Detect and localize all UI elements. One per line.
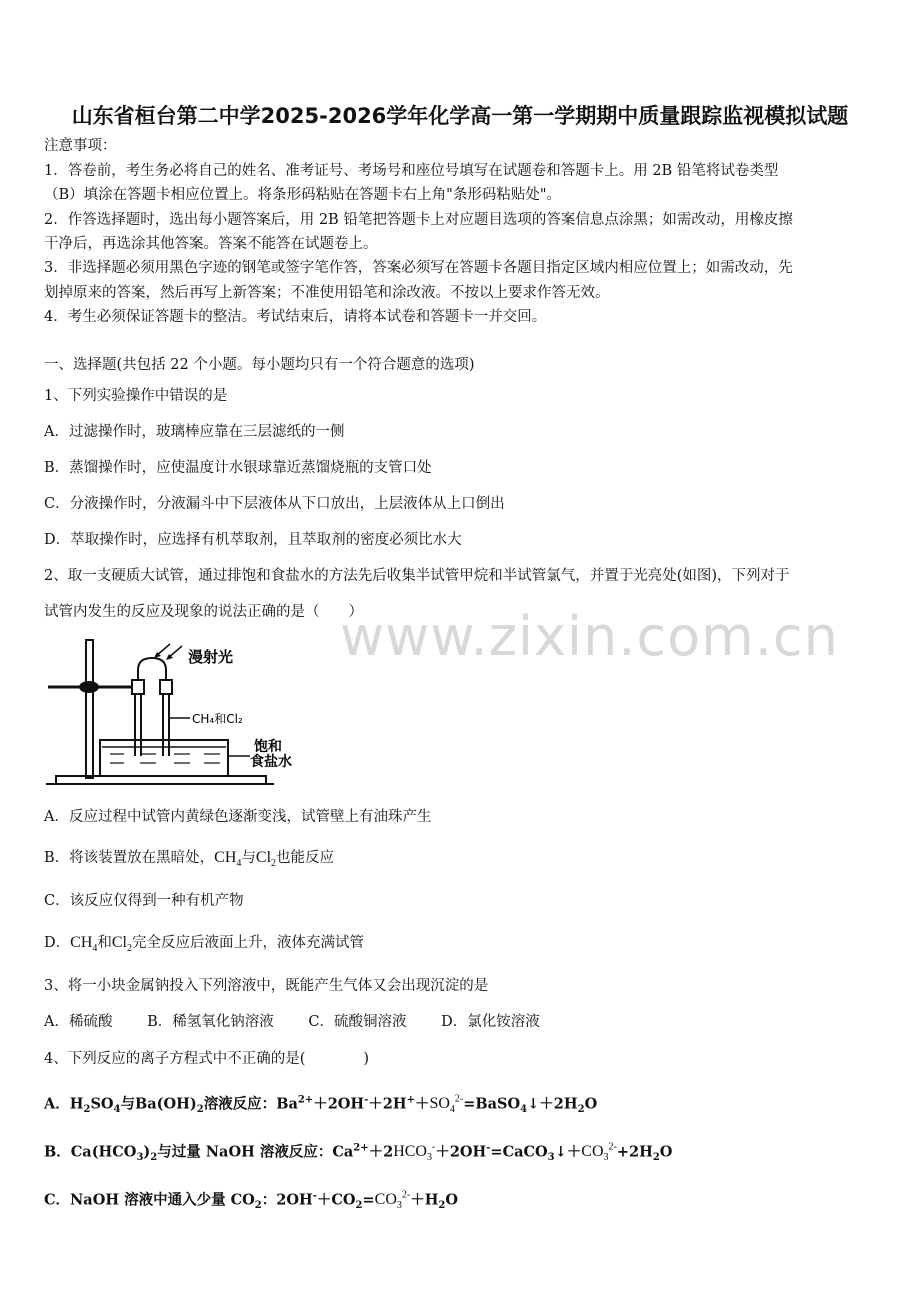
apparatus-diagram [44, 636, 344, 788]
label-saturated: 饱和 [254, 739, 282, 755]
q2-option-c: C．该反应仅得到一种有机产物 [44, 893, 244, 909]
q1-option-a: A．过滤操作时，玻璃棒应靠在三层滤纸的一侧 [44, 424, 345, 440]
section-heading: 一、选择题(共包括 22 个小题。每小题均只有一个符合题意的选项) [44, 357, 475, 373]
watermark: www.zixin.com.cn [340, 605, 839, 668]
question-4-stem: 4、下列反应的离子方程式中不正确的是( ) [44, 1051, 370, 1067]
q3-option-c: C．硫酸铜溶液 [308, 1014, 407, 1030]
q2-option-d: D．$CH_4$和$Cl_2$完全反应后液面上升，液体充满试管 [44, 934, 364, 955]
q1-option-c: C．分液操作时，分液漏斗中下层液体从下口放出，上层液体从上口倒出 [44, 496, 505, 512]
q3-option-d: D．氯化铵溶液 [441, 1014, 540, 1030]
question-3-stem: 3、将一小块金属钠投入下列溶液中，既能产生气体又会出现沉淀的是 [44, 978, 489, 994]
question-1-stem: 1、下列实验操作中错误的是 [44, 388, 228, 404]
notice-line: （B）填涂在答题卡相应位置上。将条形码粘贴在答题卡右上角"条形码粘贴处"。 [44, 187, 561, 203]
question-2-stem-cont: 试管内发生的反应及现象的说法正确的是（ ） [44, 604, 363, 620]
q3-option-b: B．稀氢氧化钠溶液 [147, 1014, 274, 1030]
q4-option-c: C．NaOH 溶液中通入少量 $CO_2$：$2OH^-+CO_2=CO_3^{2-}+H_2O$ [44, 1190, 459, 1212]
label-gas-mixture: CH₄和Cl₂ [192, 712, 243, 726]
label-diffuse-light: 漫射光 [188, 648, 234, 666]
notice-line: 2．作答选择题时，选出每小题答案后，用 2B 铅笔把答题卡上对应题目选项的答案信息点涂黑；如需改动，用橡皮擦 [44, 212, 793, 228]
page-title: 山东省桓台第二中学2025-2026学年化学高一第一学期期中质量跟踪监视模拟试题 [71, 104, 849, 128]
q3-options [44, 1012, 570, 1032]
q3-option-a: A．稀硫酸 [44, 1014, 113, 1030]
notice-line: 划掉原来的答案，然后再写上新答案；不准使用铅笔和涂改液。不按以上要求作答无效。 [44, 285, 610, 301]
q2-option-a: A．反应过程中试管内黄绿色逐渐变浅，试管壁上有油珠产生 [44, 809, 432, 825]
q1-option-b: B．蒸馏操作时，应使温度计水银球靠近蒸馏烧瓶的支管口处 [44, 460, 432, 476]
notice-line: 3．非选择题必须用黑色字迹的钢笔或签字笔作答，答案必须写在答题卡各题目指定区域内相应位置上；如需改动，先 [44, 260, 793, 276]
notice-line: 干净后，再选涂其他答案。答案不能答在试题卷上。 [44, 236, 378, 252]
q4-option-a: A．$H_2SO_4$与$Ba(OH)_2$溶液反应：$Ba^{2+}+2OH^-+2H^++SO_4^{2-}=BaSO_4↓+2H_2O$ [44, 1094, 598, 1116]
notice-header: 注意事项： [44, 138, 117, 154]
label-brine: 食盐水 [250, 754, 292, 770]
q4-option-b: B．$Ca(HCO_3)_2$与过量 NaOH 溶液反应：$Ca^{2+}+2HCO_3^-+2OH^-=CaCO_3↓+CO_3^{2-}+2H_2O$ [44, 1142, 673, 1164]
q2-option-b: B．将该装置放在黑暗处，$CH_4$与$Cl_2$也能反应 [44, 849, 335, 870]
q1-option-d: D．萃取操作时，应选择有机萃取剂，且萃取剂的密度必须比水大 [44, 532, 462, 548]
notice-line: 1．答卷前，考生务必将自己的姓名、准考证号、考场号和座位号填写在试题卷和答题卡上。用 2B 铅笔将试卷类型 [44, 163, 779, 179]
notice-line: 4．考生必须保证答题卡的整洁。考试结束后，请将本试卷和答题卡一并交回。 [44, 309, 547, 325]
question-2-stem: 2、取一支硬质大试管，通过排饱和食盐水的方法先后收集半试管甲烷和半试管氯气，并置于光亮处(如图)，下列对于 [44, 568, 790, 584]
